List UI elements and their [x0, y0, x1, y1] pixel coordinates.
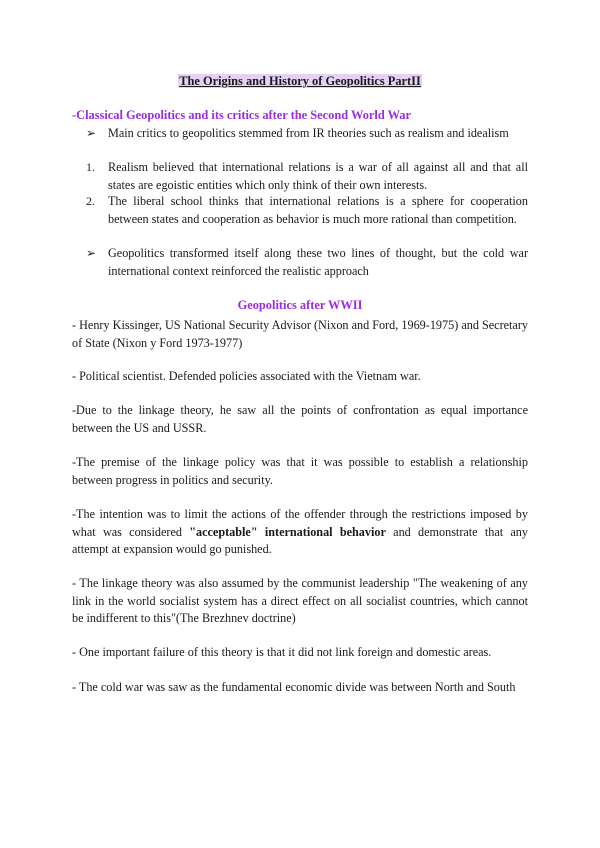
paragraph-political-scientist: - Political scientist. Defended policies associated with the Vietnam war.	[72, 369, 421, 383]
paragraph-intention	[72, 506, 528, 559]
list-number: 1.	[86, 160, 95, 174]
list-number: 2.	[86, 194, 95, 208]
document-title	[0, 74, 600, 89]
list-item-text: Geopolitics transformed itself along these two lines of thought, but the cold war international context reinforced the realistic approach	[108, 246, 528, 278]
list-item	[86, 245, 528, 280]
list-item	[86, 193, 528, 228]
paragraph-north-south: - The cold war was saw as the fundamental economic divide was between North and South	[72, 680, 516, 694]
title-text: The Origins and History of Geopolitics PartII	[179, 74, 421, 88]
paragraph-linkage-premise: -The premise of the linkage policy was that it was possible to establish a relationship between progress in politics and security.	[72, 455, 528, 487]
section-heading-after-wwii: Geopolitics after WWII	[237, 298, 363, 312]
list-item	[86, 159, 528, 194]
paragraph-failure: - One important failure of this theory is that it did not link foreign and domestic areas.	[72, 645, 492, 659]
arrow-bullet-icon: ➢	[86, 246, 97, 260]
emphasis-text: "acceptable" international behavior	[189, 524, 386, 539]
paragraph-text: -The intention was to limit the actions of the offender through the restrictions imposed by what was considered	[72, 507, 528, 539]
paragraph-brezhnev: - The linkage theory was also assumed by the communist leadership "The weakening of any link in the world socialist system has a direct effect on all socialist countries, which cannot be indifferent to this"(The Brezhnev doctrine)	[72, 576, 528, 626]
paragraph-text: and demonstrate that any attempt at expansion would go punished.	[72, 524, 528, 557]
section-heading-classical: -Classical Geopolitics and its critics after the Second World War	[72, 108, 412, 122]
list-item-text: Main critics to geopolitics stemmed from IR theories such as realism and idealism	[108, 126, 509, 140]
list-item	[86, 125, 528, 143]
list-item-text: The liberal school thinks that international relations is a sphere for cooperation between states and cooperation as behavior is much more rational than competition.	[108, 194, 528, 226]
paragraph-kissinger: - Henry Kissinger, US National Security Advisor (Nixon and Ford, 1969-1975) and Secretary of State (Nixon y Ford 1973-1977)	[72, 318, 528, 350]
list-item-text: Realism believed that international relations is a war of all against all and that all states are egoistic entities which only think of their own interests.	[108, 160, 528, 192]
paragraph-linkage-theory: -Due to the linkage theory, he saw all the points of confrontation as equal importance between the US and USSR.	[72, 403, 528, 435]
arrow-bullet-icon: ➢	[86, 126, 97, 140]
